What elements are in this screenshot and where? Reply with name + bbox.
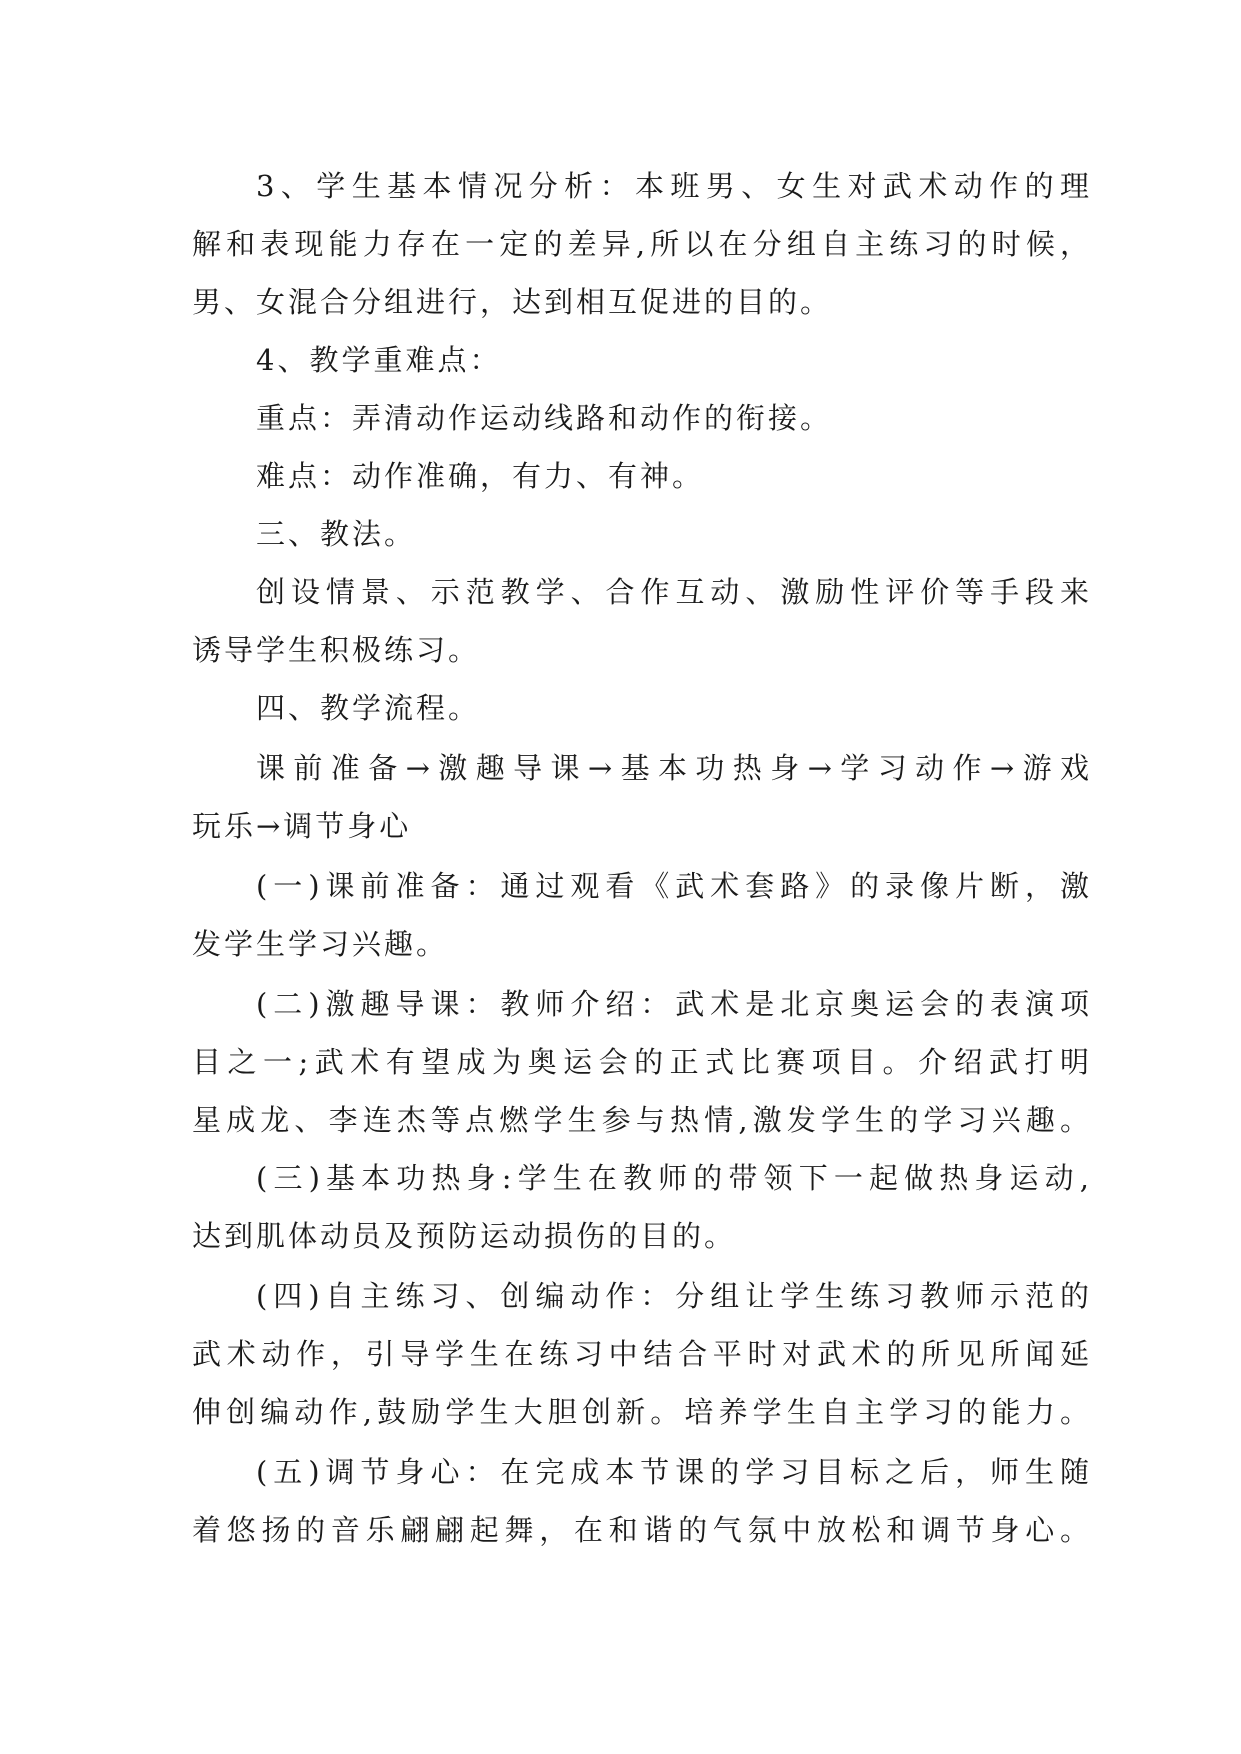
text-line: 四、教学流程。 xyxy=(256,691,481,725)
text-line: 达到肌体动员及预防运动损伤的目的。 xyxy=(192,1219,737,1253)
text-line: 重点：弄清动作运动线路和动作的衔接。 xyxy=(256,401,833,435)
text-line: 解和表现能力存在一定的差异,所以在分组自主练习的时候， xyxy=(192,227,1092,261)
text-line: (二)激趣导课：教师介绍：武术是北京奥运会的表演项 xyxy=(256,987,1092,1021)
text-line: (一)课前准备：通过观看《武术套路》的录像片断，激 xyxy=(256,869,1092,903)
text-line: 目之一;武术有望成为奥运会的正式比赛项目。介绍武打明 xyxy=(192,1045,1092,1079)
text-line: 玩乐→调节身心 xyxy=(192,809,412,843)
text-line: (五)调节身心：在完成本节课的学习目标之后，师生随 xyxy=(256,1455,1092,1489)
text-line: 着悠扬的音乐翩翩起舞，在和谐的气氛中放松和调节身心。 xyxy=(192,1513,1092,1547)
text-line: (四)自主练习、创编动作：分组让学生练习教师示范的 xyxy=(256,1279,1092,1313)
text-line: 星成龙、李连杰等点燃学生参与热情,激发学生的学习兴趣。 xyxy=(192,1103,1092,1137)
text-line: 创设情景、示范教学、合作互动、激励性评价等手段来 xyxy=(256,575,1092,609)
text-line: 课前准备→激趣导课→基本功热身→学习动作→游戏 xyxy=(256,751,1092,785)
text-line: 发学生学习兴趣。 xyxy=(192,927,449,961)
text-line: 男、女混合分组进行，达到相互促进的目的。 xyxy=(192,285,833,319)
text-line: 伸创编动作,鼓励学生大胆创新。培养学生自主学习的能力。 xyxy=(192,1395,1092,1429)
text-line: (三)基本功热身:学生在教师的带领下一起做热身运动, xyxy=(256,1161,1092,1195)
text-line: 武术动作，引导学生在练习中结合平时对武术的所见所闻延 xyxy=(192,1337,1092,1371)
text-line: 三、教法。 xyxy=(256,517,417,551)
text-line: 难点：动作准确，有力、有神。 xyxy=(256,459,705,493)
text-line: 3、学生基本情况分析：本班男、女生对武术动作的理 xyxy=(256,169,1092,203)
text-line: 4、教学重难点： xyxy=(256,343,502,377)
text-line: 诱导学生积极练习。 xyxy=(192,633,481,667)
